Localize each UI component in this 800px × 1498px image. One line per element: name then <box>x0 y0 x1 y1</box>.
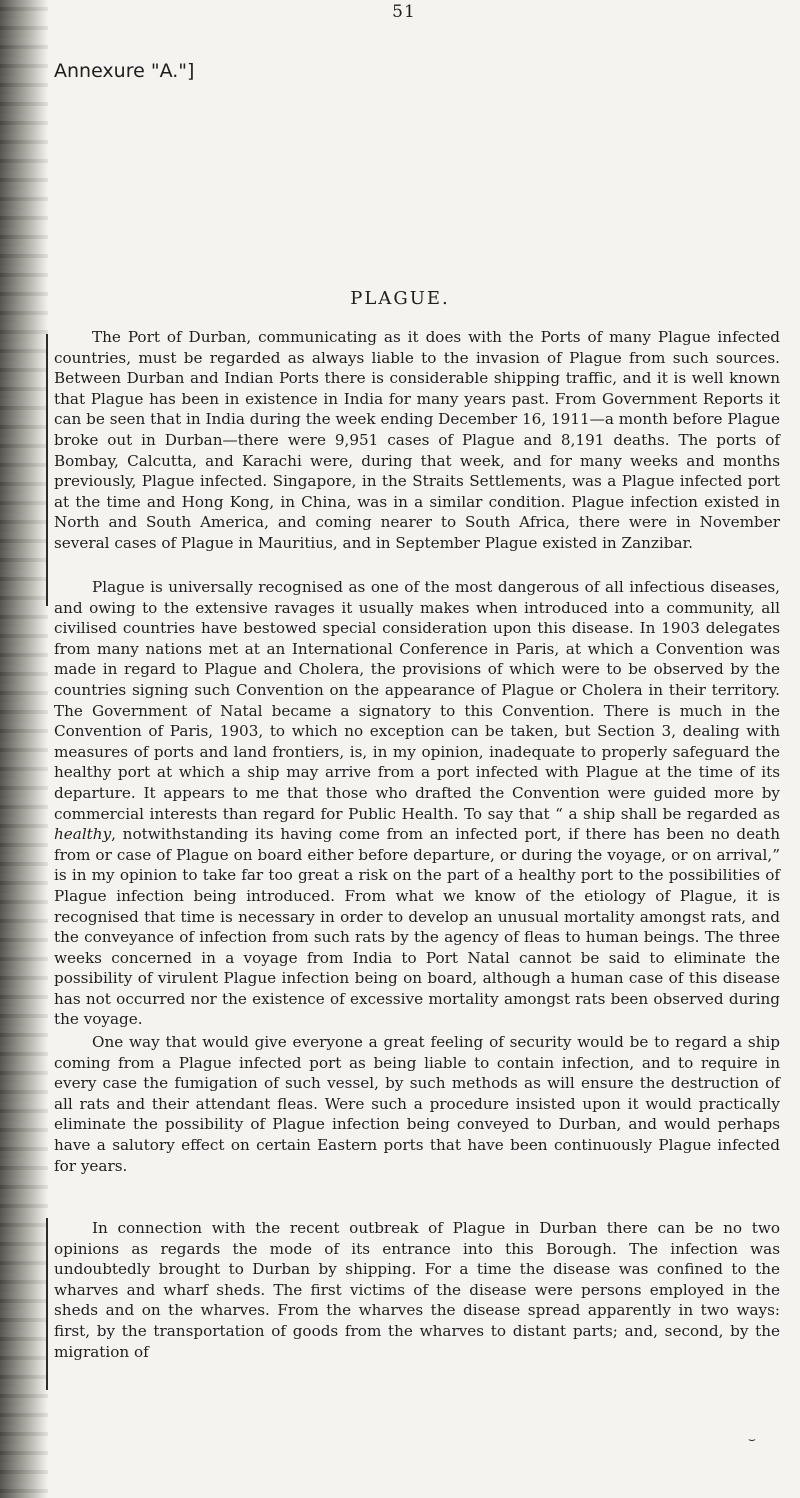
paragraph: The Port of Durban, communicating as it does with the Ports of many Plague infected countries, must be regarded as always liable to the invasion of Plague from such sources. Between Durban and Indian Ports there is considerable shipping traffic, and it is well known that Plague has been in existence in India for many years past. From Government Reports it can be seen that in India during the week ending December 16, 1911—a month before Plague broke out in Durban—there were 9,951 cases of Plague and 8,191 deaths. The ports of Bombay, Calcutta, and Karachi were, during that week, and for many weeks and months previously, Plague infected. Singapore, in the Straits Settlements, was a Plague infected port at the time and Hong Kong, in China, was in a similar condition. Plague infection existed in North and South America, and coming nearer to South Africa, there were in November several cases of Plague in Mauritius, and in September Plague existed in Zanzibar. <box>54 328 780 552</box>
annexure-label: Annexure "A."] <box>54 60 195 82</box>
margin-rule <box>46 334 48 606</box>
paragraph: In connection with the recent outbreak of Plague in Durban there can be no two opinions as regards the mode of its entrance into this Borough. The infection was undoubtedly brought to Durban by shipping. For a time the disease was confined to the wharves and wharf sheds. The first victims of the disease were persons employed in the sheds and on the wharves. From the wharves the disease spread apparently in two ways: first, by the transportation of goods from the wharves to distant parts; and, second, by the migration of <box>54 1219 780 1361</box>
paragraph: One way that would give everyone a great feeling of security would be to regard a ship coming from a Plague infected port as being liable to contain infection, and to require in every case the fumigation of such vessel, by such methods as will ensure the destruction of all rats and their attendant fleas. Were such a procedure insisted upon it would practically eliminate the possibility of Plague infection being conveyed to Durban, and would perhaps have a salutory effect on certain Eastern ports that have been continuously Plague infected for years. <box>54 1033 780 1175</box>
page-binding-edge <box>0 0 48 1498</box>
section-heading: PLAGUE. <box>350 288 450 309</box>
paragraph: Plague is universally recognised as one of the most dangerous of all infectious diseases, and owing to the extensive ravages it usually makes when introduced into a community, all civilised countries have bestowed special consideration upon this disease. In 1903 delegates from many nations met at an International Conference in Paris, at which a Convention was made in regard to Plague and Cholera, the provisions of which were to be observed by the countries signing such Convention on the appearance of Plague or Cholera in their territory. The Government of Natal became a signatory to this Convention. There is much in the Convention of Paris, 1903, to which no exception can be taken, but Section 3, dealing with measures of ports and land frontiers, is, in my opinion, inadequate to properly safeguard the healthy port at which a ship may arrive from a port infected with Plague at the time of its departure. It appears to me that those who drafted the Convention were guided more by commercial interests than regard for Public Health. To say that “ a ship shall be regarded as healthy, notwithstanding its having come from an infected port, if there has been no death from or case of Plague on board either before departure, or during the voyage, or on arrival,” is in my opinion to take far too great a risk on the part of a healthy port to the possibilities of Plague infection being introduced. From what we know of the etiology of Plague, it is recognised that time is necessary in order to develop an unusual mortality amongst rats, and the conveyance of infection from such rats by the agency of fleas to human beings. The three weeks concerned in a voyage from India to Port Natal cannot be said to eliminate the possibility of virulent Plague infection being on board, although a human case of this disease has not occurred nor the existence of excessive mortality amongst rats been observed during the voyage. <box>54 578 780 1029</box>
emphasis-healthy: healthy <box>54 825 112 844</box>
scan-mark: ⌣ <box>748 1432 756 1446</box>
margin-rule <box>46 1218 48 1390</box>
page-number: 51 <box>392 2 416 22</box>
